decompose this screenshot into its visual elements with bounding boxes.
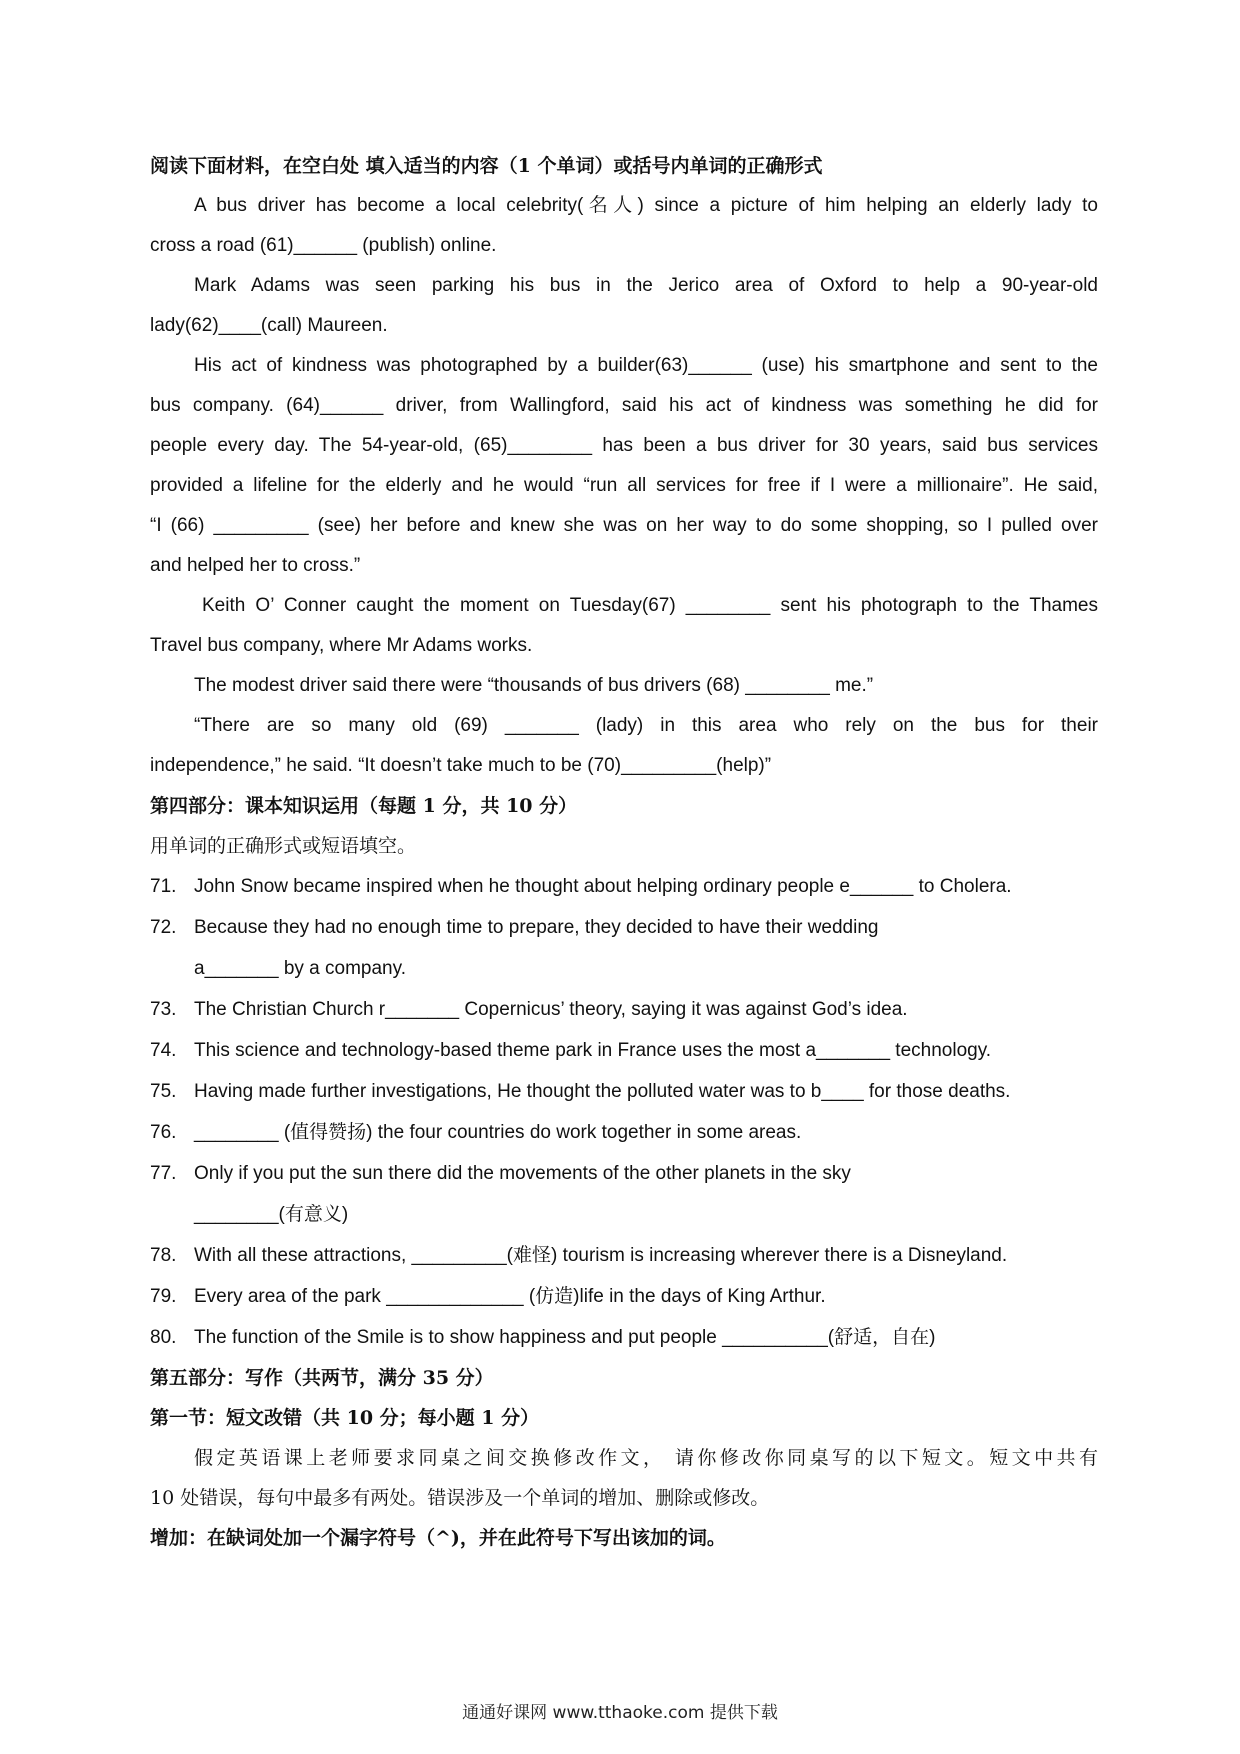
question-text: With all these attractions, _________(难怪) tourism is increasing wherever there is a Disneyland. xyxy=(194,1245,1008,1266)
question-text: John Snow became inspired when he thought about helping ordinary people e______ to Cholera. xyxy=(194,876,1012,897)
question-number: 79. xyxy=(150,1286,177,1307)
question-75 xyxy=(150,1071,1098,1112)
passage-line: lady(62)____(call) Maureen. xyxy=(150,315,388,336)
document-page xyxy=(150,146,1098,1558)
part5-section1-heading: 第一节：短文改错（共 10 分；每小题 1 分） xyxy=(150,1407,540,1429)
part5-add-rule: 增加：在缺词处加一个漏字符号（^)，并在此符号下写出该加的词。 xyxy=(150,1527,726,1549)
passage-line: bus company. (64)______ driver, from Wallingford, said his act of kindness was something he did for xyxy=(150,395,1098,416)
passage-line: “I (66) _________ (see) her before and knew she was on her way to do some shopping, so I pulled over xyxy=(150,515,1098,536)
question-number: 75. xyxy=(150,1081,177,1102)
question-text: ________ (值得赞扬) the four countries do work together in some areas. xyxy=(194,1122,802,1143)
question-79 xyxy=(150,1276,1098,1317)
question-number: 77. xyxy=(150,1163,177,1184)
passage-line: cross a road (61)______ (publish) online. xyxy=(150,235,497,256)
question-78 xyxy=(150,1235,1098,1276)
question-number: 74. xyxy=(150,1040,177,1061)
question-text: Only if you put the sun there did the movements of the other planets in the sky xyxy=(194,1163,851,1184)
question-77-continuation: ________(有意义) xyxy=(194,1204,349,1225)
passage-line: people every day. The 54-year-old, (65)________ has been a bus driver for 30 years, said bus services xyxy=(150,435,1098,456)
question-number: 80. xyxy=(150,1327,177,1348)
question-number: 76. xyxy=(150,1122,177,1143)
passage-line: Travel bus company, where Mr Adams works. xyxy=(150,635,533,656)
download-footer: 通通好课网 www.tthaoke.com 提供下载 xyxy=(462,1703,778,1723)
part5-description: 10 处错误，每句中最多有两处。错误涉及一个单词的增加、删除或修改。 xyxy=(150,1487,770,1509)
question-72-continuation: a_______ by a company. xyxy=(194,958,406,979)
part4-instruction: 用单词的正确形式或短语填空。 xyxy=(150,835,417,857)
passage-instruction: 阅读下面材料，在空白处 填入适当的内容（1 个单词）或括号内单词的正确形式 xyxy=(150,155,823,177)
question-73 xyxy=(150,989,1098,1030)
passage-line: and helped her to cross.” xyxy=(150,555,361,576)
passage-line: “There are so many old (69) _______ (lady) in this area who rely on the bus for their xyxy=(194,715,1098,736)
passage-line: provided a lifeline for the elderly and he would “run all services for free if I were a millionaire”. He said, xyxy=(150,475,1098,496)
question-77 xyxy=(150,1153,1098,1194)
question-80 xyxy=(150,1317,1098,1358)
passage-line: Mark Adams was seen parking his bus in the Jerico area of Oxford to help a 90-year-old xyxy=(194,275,1098,296)
question-76 xyxy=(150,1112,1098,1153)
question-text: Because they had no enough time to prepare, they decided to have their wedding xyxy=(194,917,879,938)
question-number: 78. xyxy=(150,1245,177,1266)
question-text: This science and technology-based theme park in France uses the most a_______ technology. xyxy=(194,1040,992,1061)
question-71 xyxy=(150,866,1098,907)
passage-line: independence,” he said. “It doesn’t take much to be (70)_________(help)” xyxy=(150,755,772,776)
question-74 xyxy=(150,1030,1098,1071)
passage-line: Keith O’ Conner caught the moment on Tuesday(67) ________ sent his photograph to the Thames xyxy=(202,595,1098,616)
passage-line: The modest driver said there were “thousands of bus drivers (68) ________ me.” xyxy=(194,675,874,696)
question-text: Having made further investigations, He thought the polluted water was to b____ for those deaths. xyxy=(194,1081,1011,1102)
passage-line: His act of kindness was photographed by a builder(63)______ (use) his smartphone and sent to the xyxy=(194,355,1098,376)
question-text: Every area of the park _____________ (仿造)life in the days of King Arthur. xyxy=(194,1286,826,1307)
part4-heading: 第四部分：课本知识运用（每题 1 分，共 10 分） xyxy=(150,795,578,817)
passage-line: A bus driver has become a local celebrity(名人) since a picture of him helping an elderly lady to xyxy=(194,195,1098,216)
question-number: 72. xyxy=(150,917,177,938)
question-number: 73. xyxy=(150,999,177,1020)
part5-heading: 第五部分：写作（共两节，满分 35 分） xyxy=(150,1367,494,1389)
question-number: 71. xyxy=(150,876,177,897)
part5-description: 假定英语课上老师要求同桌之间交换修改作文， 请你修改你同桌写的以下短文。短文中共有 xyxy=(194,1447,1098,1469)
question-text: The function of the Smile is to show happiness and put people __________(舒适，自在) xyxy=(194,1327,936,1348)
question-text: The Christian Church r_______ Copernicus’ theory, saying it was against God’s idea. xyxy=(194,999,908,1020)
question-72 xyxy=(150,907,1098,948)
